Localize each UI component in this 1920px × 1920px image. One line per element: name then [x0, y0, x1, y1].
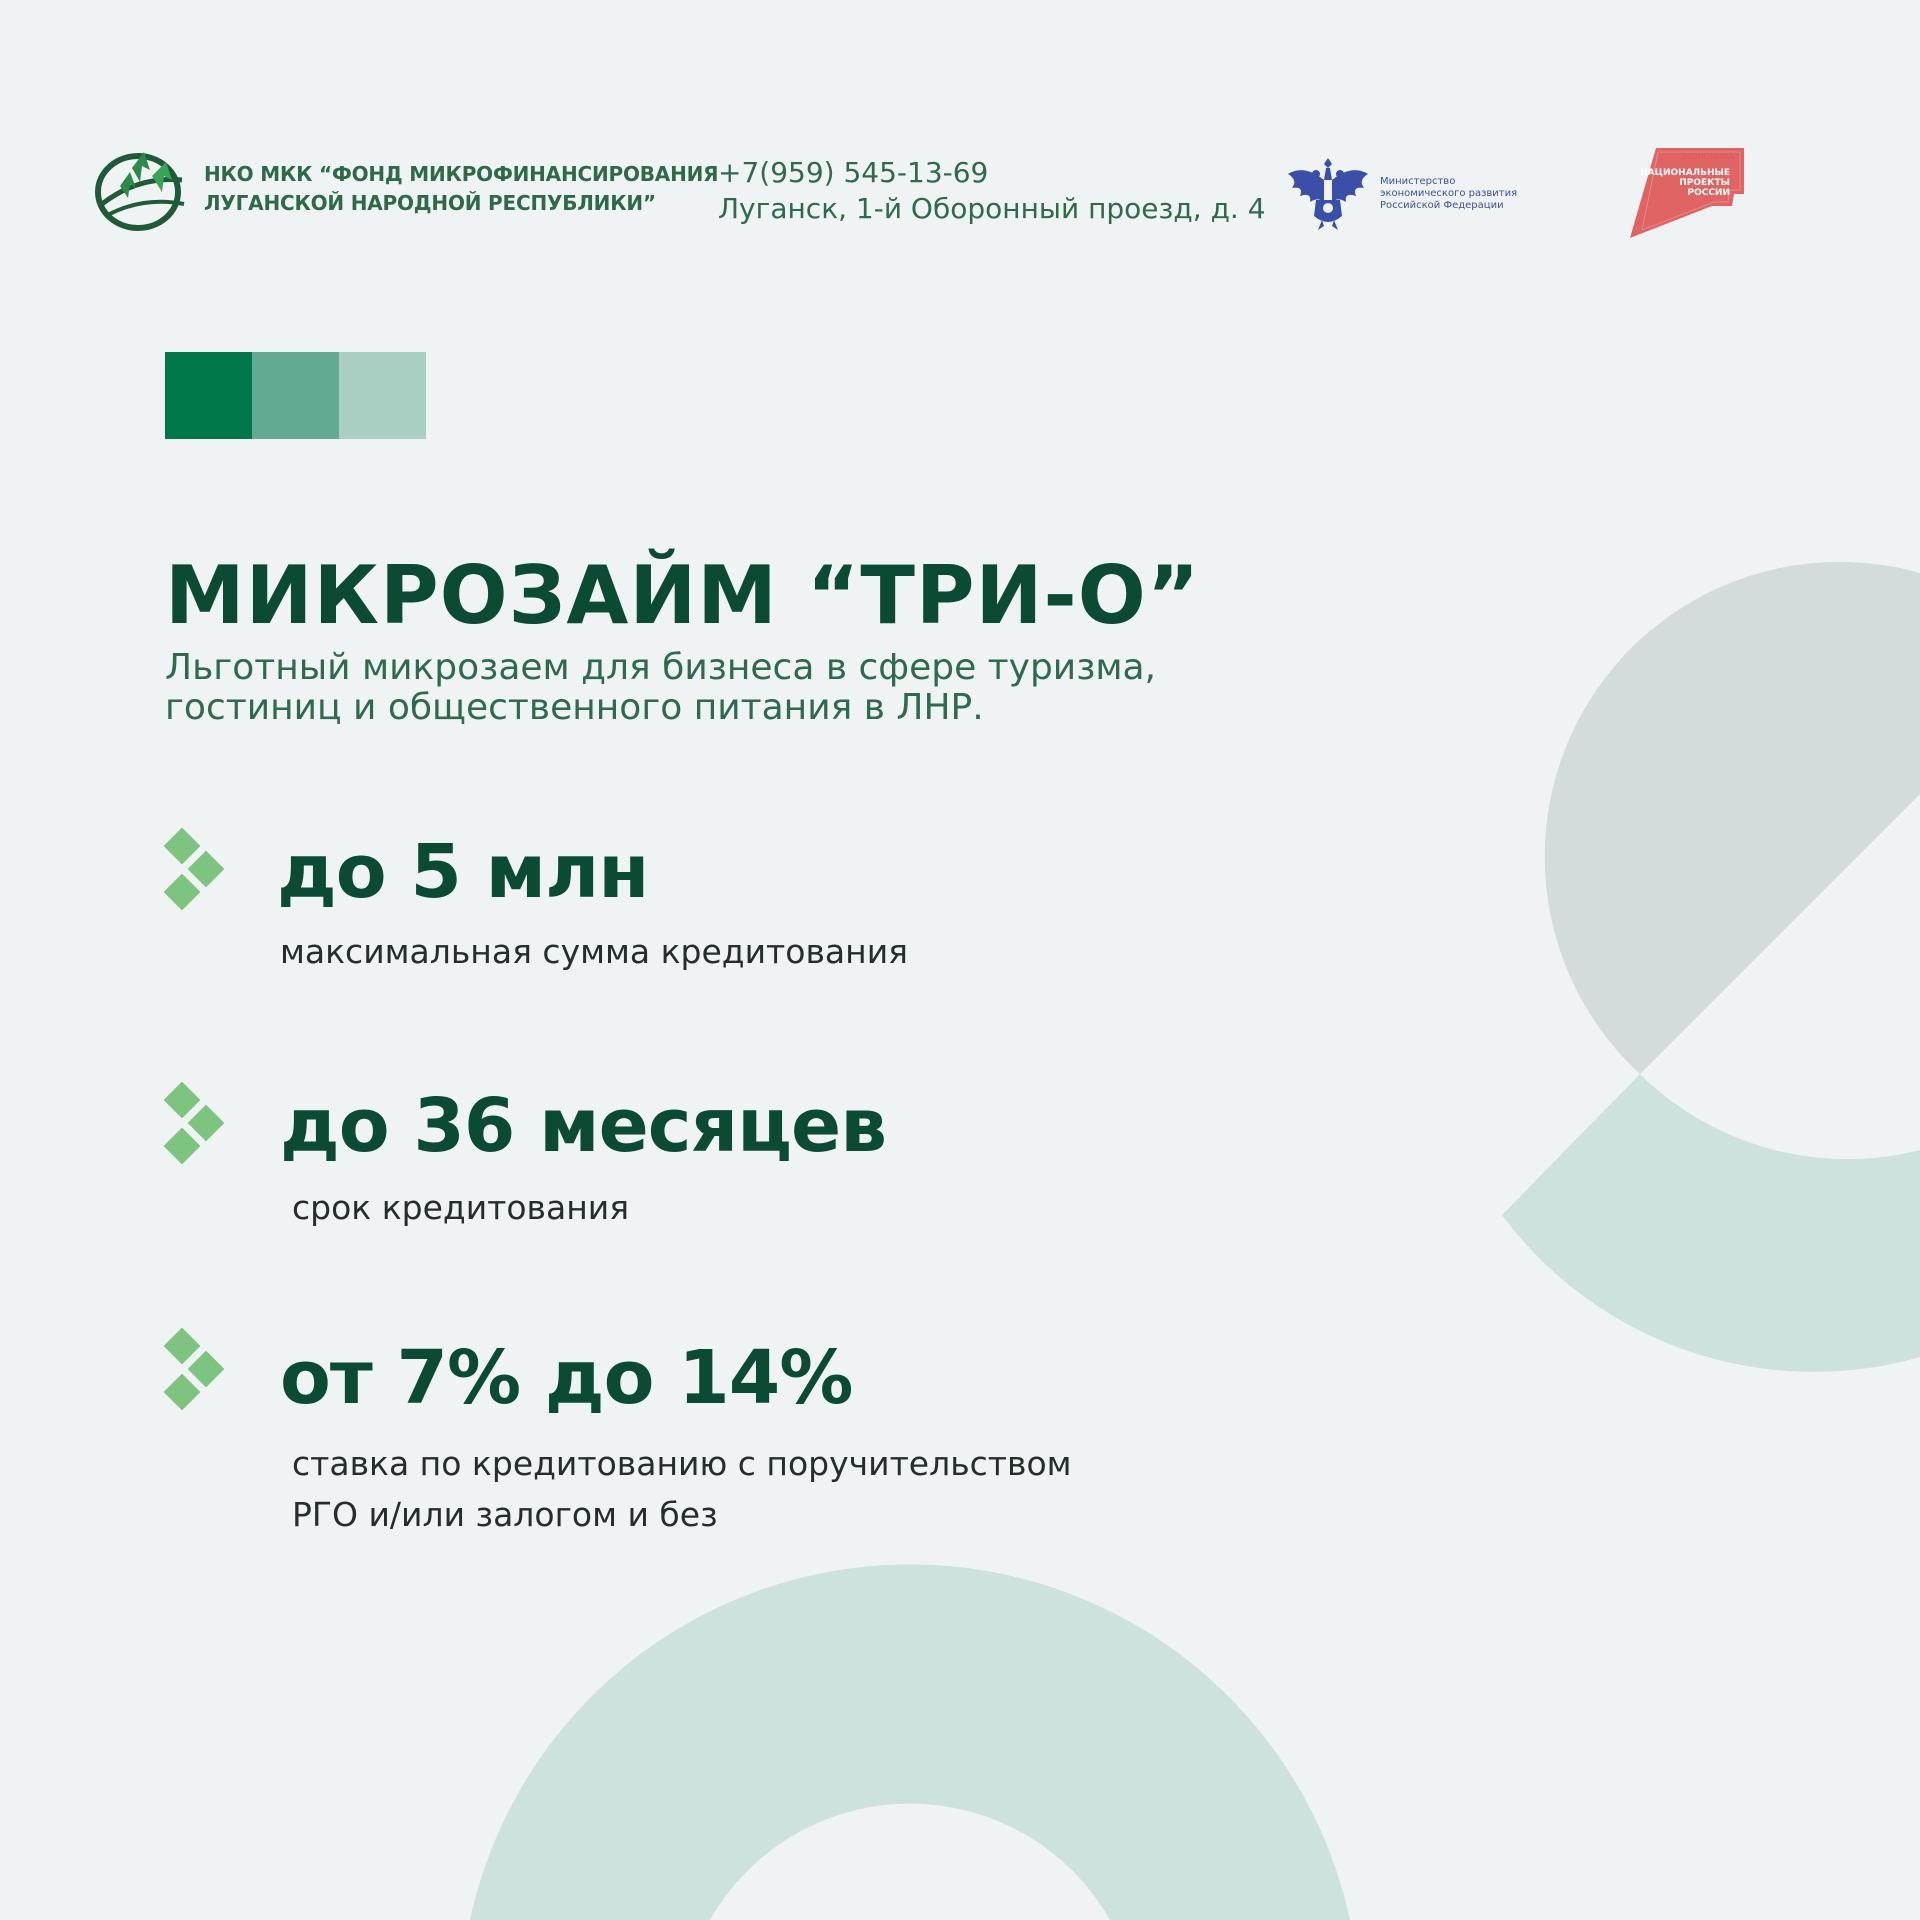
feature-value: до 5 млн — [277, 829, 649, 915]
ministry-name — [1380, 176, 1517, 212]
national-projects-caption: ЭКОНОМИКА — [1680, 152, 1734, 161]
feature-value: от 7% до 14% — [280, 1335, 853, 1421]
phone-number: +7(959) 545-13-69 — [718, 156, 989, 189]
feature-description-line1: ставка по кредитованию с поручительством — [292, 1444, 1072, 1483]
feature-description — [292, 1438, 1072, 1540]
bg-gray-arc — [1545, 562, 1920, 1074]
page-subtitle-line1: Льготный микрозаем для бизнеса в сфере туризма, — [165, 647, 1157, 688]
national-projects-line3: РОССИИ — [1687, 188, 1730, 198]
color-bar-segment-3 — [339, 352, 426, 439]
national-projects-label — [1640, 168, 1730, 198]
globe-arrows-icon — [92, 146, 192, 236]
national-projects-line2: ПРОЕКТЫ — [1679, 178, 1730, 188]
feature-value: до 36 месяцев — [280, 1083, 887, 1169]
feature-description — [280, 926, 908, 977]
feature-description-line1: максимальная сумма кредитования — [280, 932, 909, 971]
bg-mint-arch — [470, 1564, 1350, 1920]
feature-description-line1: срок кредитования — [292, 1188, 630, 1227]
contact-info — [718, 155, 1266, 227]
page-title: МИКРОЗАЙМ “ТРИ-О” — [165, 549, 1201, 642]
address: Луганск, 1-й Оборонный проезд, д. 4 — [718, 192, 1266, 225]
feature-description-line2: РГО и/или залогом и без — [292, 1495, 718, 1534]
organization-name-line1: НКО МКК “ФОНД МИКРОФИНАНСИРОВАНИЯ — [204, 162, 719, 186]
ministry-name-line3: Российской Федерации — [1380, 200, 1504, 211]
color-bar-segment-2 — [252, 352, 339, 439]
national-projects-line1: НАЦИОНАЛЬНЫЕ — [1640, 168, 1730, 178]
color-bar-segment-1 — [165, 352, 252, 439]
diamond-cluster-icon — [160, 1082, 232, 1174]
diamond-cluster-icon — [160, 828, 232, 920]
color-bar — [165, 352, 427, 439]
organization-name — [204, 160, 719, 218]
page-subtitle — [165, 648, 1156, 728]
header — [0, 0, 1920, 260]
ministry-name-line1: Министерство — [1380, 176, 1456, 187]
ministry-name-line2: экономического развития — [1380, 188, 1518, 199]
double-headed-eagle-icon — [1286, 150, 1370, 232]
organization-name-line2: ЛУГАНСКОЙ НАРОДНОЙ РЕСПУБЛИКИ” — [204, 191, 656, 215]
diamond-cluster-icon — [160, 1328, 232, 1420]
page-subtitle-line2: гостиниц и общественного питания в ЛНР. — [165, 687, 984, 728]
bg-mint-crescent — [1502, 1074, 1920, 1372]
feature-description — [292, 1182, 629, 1233]
